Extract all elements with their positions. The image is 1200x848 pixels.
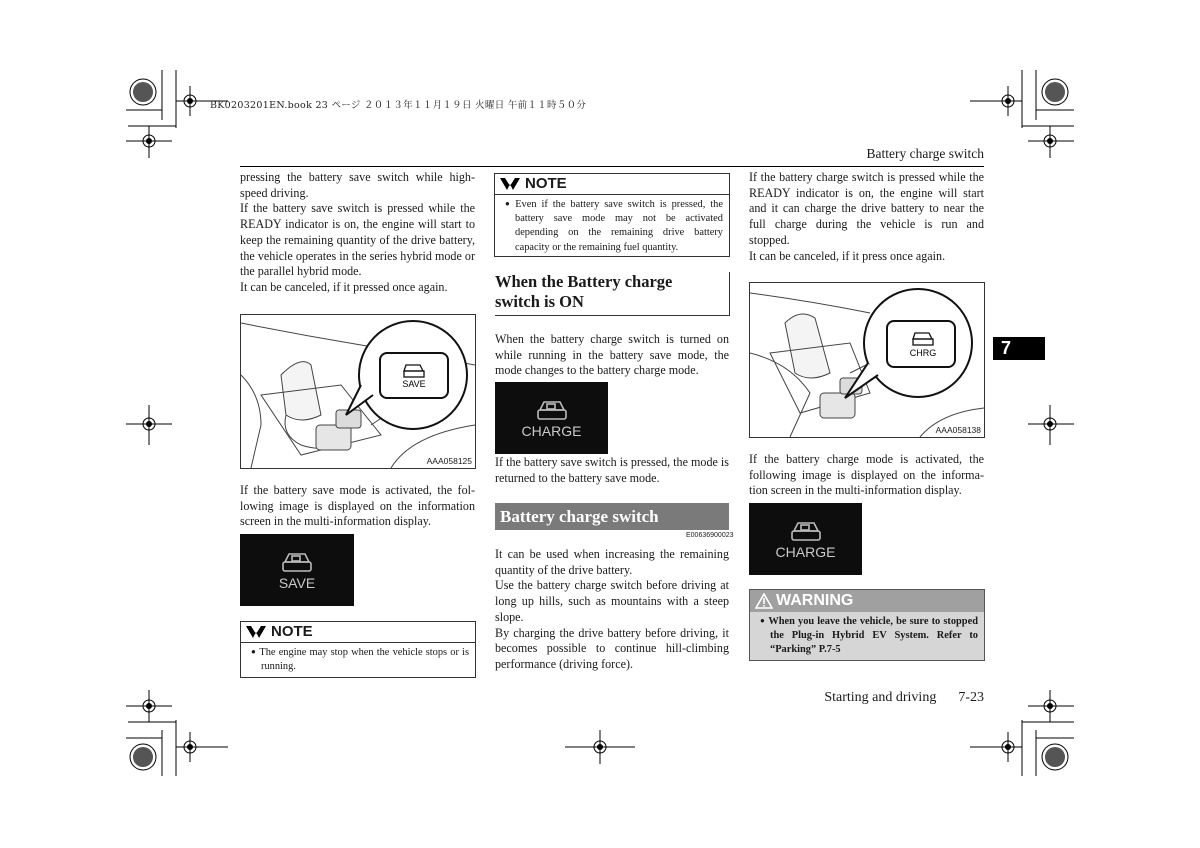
battery-save-icon xyxy=(277,548,317,576)
chrg-callout-label: CHRG xyxy=(909,348,937,358)
col1-paragraph-1: pressing the battery save switch while high-speed driving. xyxy=(240,170,475,200)
col1-paragraph-4: If the battery save mode is activated, the fol-lowing image is displayed on the information screen in the multi-information display. xyxy=(240,483,475,529)
save-display-screen xyxy=(240,534,354,606)
column-2-text-3 xyxy=(495,547,729,673)
note-icon xyxy=(499,177,521,191)
header-rule xyxy=(240,166,984,167)
note-text: ● The engine may stop when the vehicle stops or is running. xyxy=(241,643,475,678)
print-header: BK0203201EN.book 23 ページ ２０１３年１１月１９日 火曜日 午前１１時５０分 xyxy=(210,100,587,111)
gear-shifter-drawing xyxy=(241,315,475,468)
gear-shifter-drawing xyxy=(750,283,984,437)
charge-display-screen xyxy=(749,503,862,575)
page-number: 7-23 xyxy=(958,690,984,705)
footer-section: Starting and driving xyxy=(824,690,937,705)
note-icon xyxy=(245,625,267,639)
column-2-text-2 xyxy=(495,455,729,486)
section-title-band: Battery charge switch xyxy=(495,503,729,530)
col2-paragraph-2: If the battery save switch is pressed, the mode is returned to the battery save mode. xyxy=(495,455,729,485)
col2-paragraph-3: It can be used when increasing the remaining quantity of the drive battery. xyxy=(495,547,729,577)
warning-header xyxy=(750,590,984,612)
section-code: E00636900023 xyxy=(686,532,734,539)
battery-charge-icon xyxy=(786,517,826,545)
charge-screen-label: CHARGE xyxy=(521,423,582,439)
save-callout-label: SAVE xyxy=(402,379,426,389)
charge-display-screen xyxy=(495,382,608,454)
column-2-text xyxy=(495,332,729,379)
warning-box xyxy=(749,589,985,661)
charge-screen-label: CHARGE xyxy=(775,544,836,560)
save-screen-label: SAVE xyxy=(278,575,316,591)
col3-paragraph-2: It can be canceled, if it press once again. xyxy=(749,248,946,263)
col2-paragraph-1: When the battery charge switch is turned on while running in the battery save mode, the mode changes to the battery charge mode. xyxy=(495,332,729,378)
section-heading: When the Battery charge switch is ON xyxy=(495,272,730,316)
col1-paragraph-2: If the battery save switch is pressed while the READY indicator is on, the engine will start to keep the remaining quantity of the drive battery, the vehicle operates in the series hybrid mode or the parallel hybrid mode. xyxy=(240,201,475,279)
figure-id: AAA058125 xyxy=(426,456,472,466)
column-3-text xyxy=(749,170,984,264)
battery-charge-icon xyxy=(532,396,572,424)
note-box-col2 xyxy=(494,173,730,257)
column-1-text xyxy=(240,170,475,296)
column-3-text-2 xyxy=(749,452,984,499)
save-switch-illustration xyxy=(240,314,476,469)
note-header xyxy=(495,174,729,195)
page-footer xyxy=(824,690,984,706)
col1-paragraph-3: It can be canceled, if it pressed once again. xyxy=(240,279,448,294)
column-1-text-2 xyxy=(240,483,475,530)
note-header xyxy=(241,622,475,643)
warning-text: ● When you leave the vehicle, be sure to stopped the Plug-in Hybrid EV System. Refer to “Parking” P.7-5 xyxy=(750,612,984,662)
note-text: ● Even if the battery save switch is pressed, the battery save mode may not be activated depending on the remaining drive battery capacity or the remaining fuel quantity. xyxy=(495,195,729,259)
note-box-col1 xyxy=(240,621,476,678)
warning-title: WARNING xyxy=(776,592,854,609)
note-title: NOTE xyxy=(271,623,313,640)
running-head: Battery charge switch xyxy=(866,146,984,161)
col2-paragraph-5: By charging the drive battery before driving, it becomes possible to continue hill-climbing performance (driving force). xyxy=(495,625,729,671)
charge-switch-illustration xyxy=(749,282,985,438)
warning-triangle-icon xyxy=(755,593,773,609)
figure-id: AAA058138 xyxy=(935,425,981,435)
chapter-tab: 7 xyxy=(993,337,1045,360)
col2-paragraph-4: Use the battery charge switch before driving at long up hills, such as mountains with a steep slope. xyxy=(495,578,729,624)
col3-paragraph-3: If the battery charge mode is activated, the following image is displayed on the informa-tion screen in the multi-information display. xyxy=(749,452,984,498)
col3-paragraph-1: If the battery charge switch is pressed while the READY indicator is on, the engine will start and it can charge the drive battery to near the full charge during the vehicle is run and stopped. xyxy=(749,170,984,247)
note-title: NOTE xyxy=(525,175,567,192)
